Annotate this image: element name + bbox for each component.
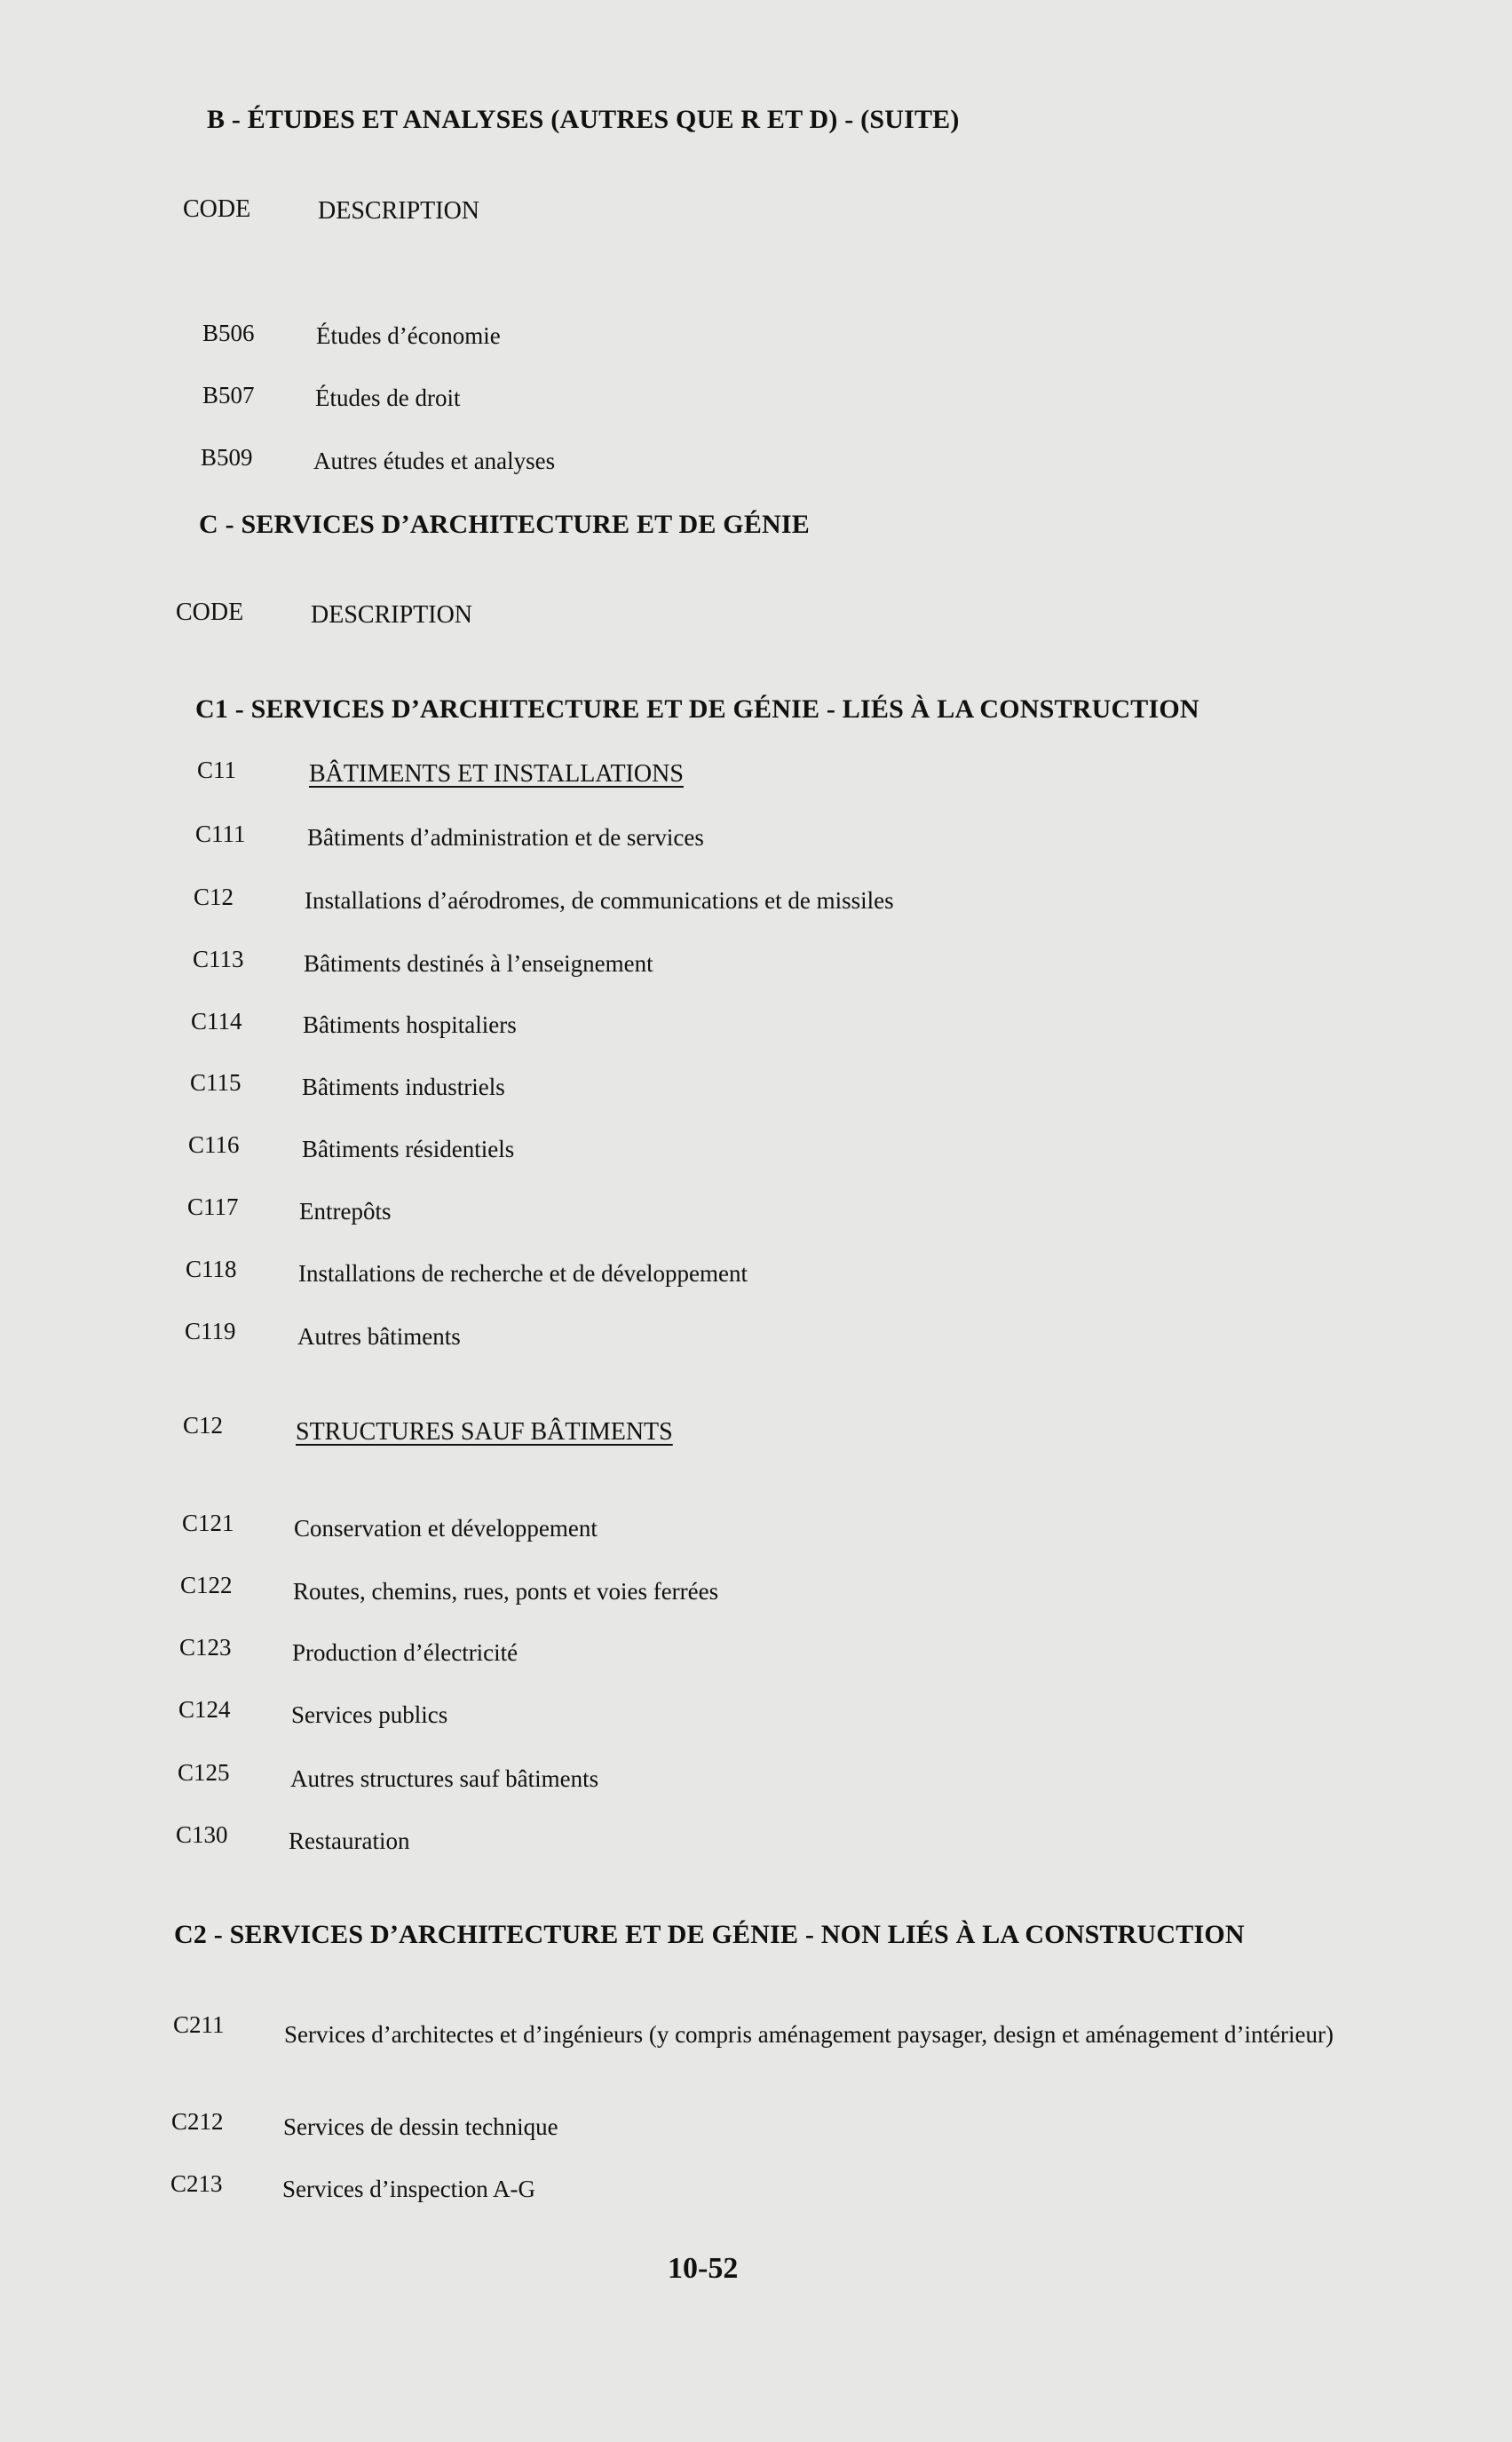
table-row-code: C130 — [176, 1821, 228, 1848]
table-row-description: Services d’architectes et d’ingénieurs (y compris aménagement paysager, design et aménagement d’intérieur) — [284, 2021, 1334, 2048]
section-c2-title: C2 - SERVICES D’ARCHITECTURE ET DE GÉNIE - NON LIÉS À LA CONSTRUCTION — [174, 1920, 1245, 1949]
table-row-description: Autres études et analyses — [313, 448, 556, 474]
table-row-code: C118 — [186, 1256, 237, 1282]
table-row-code: C122 — [180, 1572, 233, 1598]
table-row-code: C212 — [171, 2108, 224, 2135]
table-row-description: Services publics — [291, 1701, 448, 1728]
section-c1-title: C1 - SERVICES D’ARCHITECTURE ET DE GÉNIE - LIÉS À LA CONSTRUCTION — [195, 694, 1199, 724]
table-row-code: C117 — [187, 1193, 239, 1220]
table-row-code: B506 — [202, 320, 255, 346]
table-row-description: Routes, chemins, rues, ponts et voies ferrées — [293, 1578, 719, 1605]
table-row-description: Conservation et développement — [294, 1515, 598, 1542]
table-row-description: Bâtiments hospitaliers — [303, 1011, 517, 1038]
table-row-code: B507 — [202, 382, 255, 408]
table-row-description: Services de dessin technique — [283, 2113, 558, 2140]
table-row-code: C213 — [170, 2170, 223, 2197]
table-row-description: Bâtiments industriels — [302, 1074, 505, 1100]
table-row-code: B509 — [201, 444, 253, 471]
table-row-code: C124 — [178, 1696, 231, 1723]
group-title: BÂTIMENTS ET INSTALLATIONS — [309, 760, 684, 788]
table-row-description: Bâtiments d’administration et de services — [307, 824, 704, 851]
group-title: STRUCTURES SAUF BÂTIMENTS — [296, 1418, 673, 1446]
table-row-description: Production d’électricité — [292, 1639, 519, 1666]
table-row-description: Études de droit — [315, 385, 461, 411]
table-row-description: Études d’économie — [316, 322, 501, 349]
table-row-code: C113 — [193, 946, 244, 972]
table-row-description: Installations de recherche et de développement — [298, 1260, 748, 1287]
table-row-code: C119 — [185, 1318, 236, 1344]
table-row-description: Autres structures sauf bâtiments — [290, 1765, 599, 1792]
table-row-description: Bâtiments destinés à l’enseignement — [304, 950, 653, 977]
table-row-description: Installations d’aérodromes, de communications et de missiles — [305, 887, 894, 914]
table-row-description: Restauration — [289, 1828, 410, 1854]
table-row-code: C12 — [194, 884, 234, 910]
section-c-title: C - SERVICES D’ARCHITECTURE ET DE GÉNIE — [199, 510, 811, 539]
table-row-description: Services d’inspection A-G — [282, 2176, 535, 2202]
table-row-description: Autres bâtiments — [297, 1323, 461, 1350]
section-b-code-header: CODE — [183, 195, 251, 223]
section-c-code-header: CODE — [176, 599, 244, 626]
table-row-code: C114 — [191, 1008, 242, 1035]
section-c-description-header: DESCRIPTION — [311, 601, 473, 629]
section-b-title: B - ÉTUDES ET ANALYSES (AUTRES QUE R ET D) - (SUITE) — [207, 105, 960, 134]
table-row-code: C121 — [182, 1510, 234, 1536]
group-code: C12 — [183, 1412, 224, 1439]
page-number: 10-52 — [668, 2252, 739, 2285]
table-row-code: C125 — [178, 1759, 230, 1786]
table-row-description: Entrepôts — [299, 1198, 392, 1225]
table-row-code: C116 — [188, 1131, 240, 1158]
table-row-code: C111 — [195, 821, 246, 847]
table-row-code: C115 — [190, 1069, 241, 1096]
table-row-code: C123 — [179, 1634, 232, 1661]
table-row-code: C211 — [173, 2011, 225, 2038]
table-row-description: Bâtiments résidentiels — [302, 1136, 515, 1162]
group-code: C11 — [197, 757, 237, 783]
section-b-description-header: DESCRIPTION — [318, 197, 480, 225]
